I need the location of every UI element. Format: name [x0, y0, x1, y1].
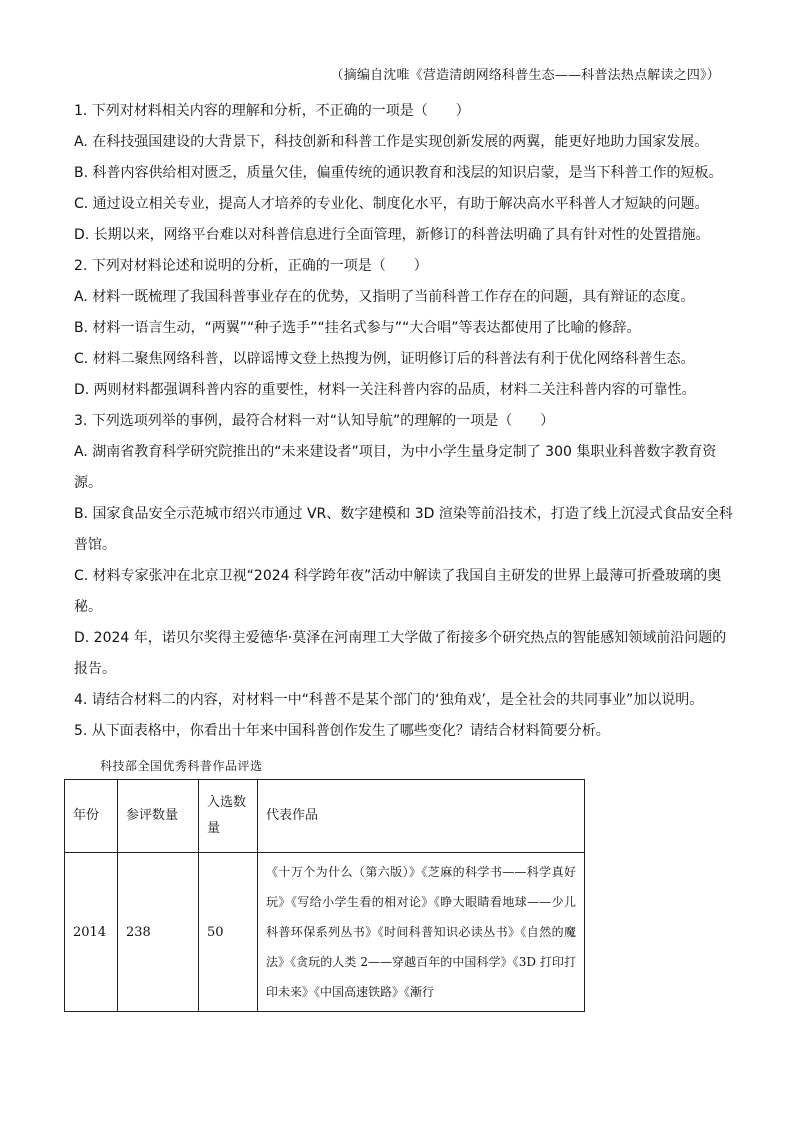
header-selected-line1: 入选数: [207, 795, 247, 810]
table-header-row: [65, 780, 585, 853]
table-row: [65, 853, 585, 1012]
header-selected: [199, 780, 258, 853]
question-content: [74, 96, 733, 747]
question-1-option-d: D. 长期以来，网络平台难以对科普信息进行全面管理，新修订的科普法明确了具有针对性的处置措施。: [74, 227, 710, 243]
table-title: 科技部全国优秀科普作品评选: [100, 759, 263, 773]
header-selected-line2: 量: [207, 821, 221, 836]
question-3-option-c-line1: C. 材料专家张冲在北京卫视“2024 科学跨年夜”活动中解读了我国自主研发的世界上最薄可折叠玻璃的奥: [74, 568, 722, 584]
cell-year: 2014: [65, 853, 118, 1012]
question-1-stem: 1. 下列对材料相关内容的理解和分析，不正确的一项是（ ）: [74, 103, 470, 119]
question-3-stem: 3. 下列选项列举的事例，最符合材料一对“认知导航”的理解的一项是（ ）: [74, 413, 555, 429]
awards-table: [64, 779, 585, 1012]
question-2-option-b: B. 材料一语言生动，“两翼”“种子选手”“挂名式参与”“大合唱”等表达都使用了比喻的修辞。: [74, 320, 641, 336]
cell-selected: 50: [199, 853, 258, 1012]
cell-entries: 238: [118, 853, 199, 1012]
question-5: 5. 从下面表格中，你看出十年来中国科普创作发生了哪些变化？请结合材料简要分析。: [74, 723, 610, 739]
question-3-option-b-line2: 普馆。: [74, 537, 116, 553]
question-2-option-d: D. 两则材料都强调科普内容的重要性，材料一关注科普内容的品质，材料二关注科普内容的可靠性。: [74, 382, 696, 398]
cell-works: 《十万个为什么（第六版）》《芝麻的科学书——科学真好玩》《写给小学生看的相对论》《睁大眼睛看地球——少儿科普环保系列丛书》《时间科普知识必读丛书》《自然的魔法》《贪玩的人类 2——穿越百年的中国科学》《3D 打印打印未来》《中国高速铁路》《漸行: [258, 853, 585, 1012]
question-3-option-c-line2: 秘。: [74, 599, 102, 615]
header-entries: 参评数量: [118, 780, 199, 853]
question-3-option-d-line2: 报告。: [74, 661, 116, 677]
question-1-option-c: C. 通过设立相关专业，提高人才培养的专业化、制度化水平，有助于解决高水平科普人才短缺的问题。: [74, 196, 709, 212]
header-year: 年份: [65, 780, 118, 853]
question-4: 4. 请结合材料二的内容，对材料一中“科普不是某个部门的‘独角戏’，是全社会的共同事业”加以说明。: [74, 692, 704, 708]
question-1-option-b: B. 科普内容供给相对匮乏，质量欠佳，偏重传统的通识教育和浅层的知识启蒙，是当下科普工作的短板。: [74, 165, 723, 181]
question-2-stem: 2. 下列对材料论述和说明的分析，正确的一项是（ ）: [74, 258, 428, 274]
question-2-option-a: A. 材料一既梳理了我国科普事业存在的优势，又指明了当前科普工作存在的问题，具有辩证的态度。: [74, 289, 695, 305]
question-3-option-b-line1: B. 国家食品安全示范城市绍兴市通过 VR、数字建模和 3D 渲染等前沿技术，打造了线上沉浸式食品安全科: [74, 506, 733, 522]
question-2-option-c: C. 材料二聚焦网络科普，以辟谣博文登上热搜为例，证明修订后的科普法有利于优化网络科普生态。: [74, 351, 695, 367]
header-works: 代表作品: [258, 780, 585, 853]
source-note: （摘编自沈唯《营造清朗网络科普生态——科普法热点解读之四》）: [330, 68, 720, 83]
question-1-option-a: A. 在科技强国建设的大背景下，科技创新和科普工作是实现创新发展的两翼，能更好地助力国家发展。: [74, 134, 709, 150]
question-3-option-a-line1: A. 湖南省教育科学研究院推出的“未来建设者”项目，为中小学生量身定制了 300 集职业科普数字教育资: [74, 444, 717, 460]
question-3-option-d-line1: D. 2024 年，诺贝尔奖得主爱德华·莫泽在河南理工大学做了衔接多个研究热点的智能感知领域前沿问题的: [74, 630, 727, 646]
question-3-option-a-line2: 源。: [74, 475, 102, 491]
